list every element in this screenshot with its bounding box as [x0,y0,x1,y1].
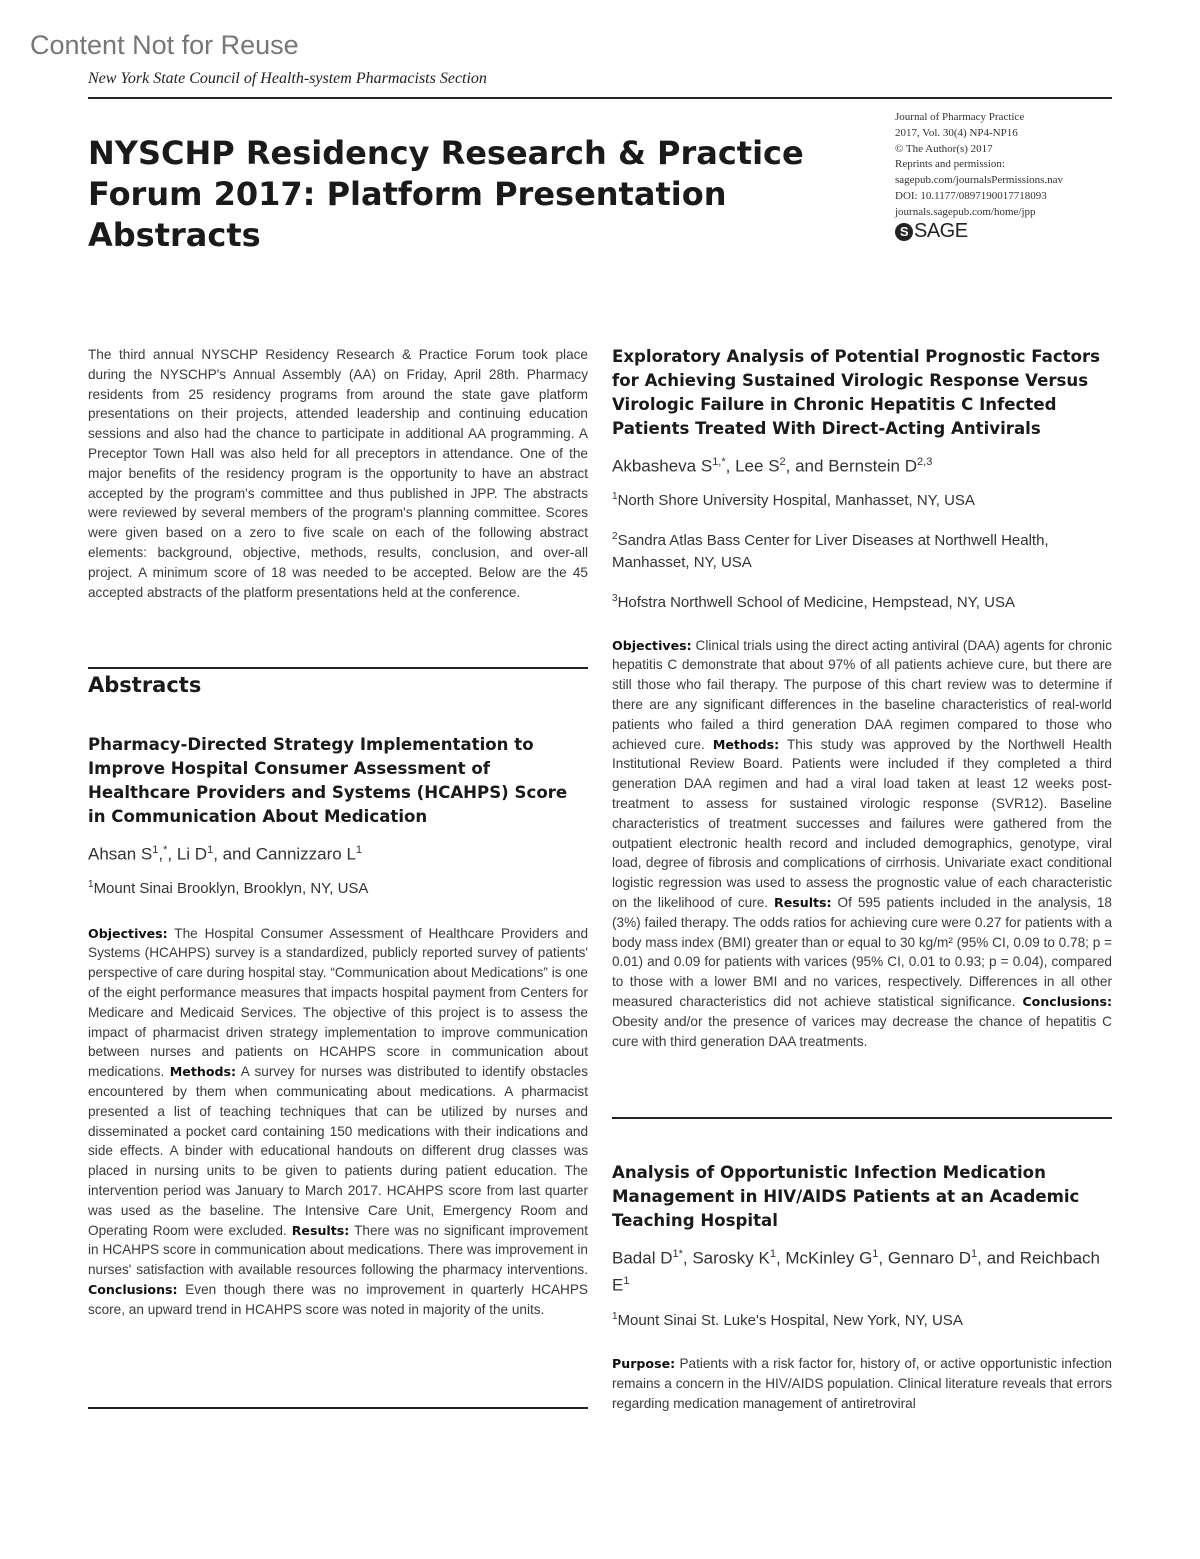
affiliation-number: 1 [88,878,94,890]
affiliation-text: North Shore University Hospital, Manhasset, NY, USA [617,491,975,509]
author-superscript: 1 [152,844,159,856]
author-name: , and Reichbach E [612,1248,1101,1295]
abstract-0 [88,733,588,1320]
author-superscript: 1 [355,844,363,856]
section-text: Obesity and/or the presence of varices may decrease the chance of hepatitis C cure with third generation DAA treatments. [612,1013,1112,1049]
abstract-body [88,924,588,1320]
affiliation [612,588,1112,614]
copyright: © The Author(s) 2017 [895,142,993,155]
affiliation-number: 1 [612,1311,618,1323]
affiliation-text: Sandra Atlas Bass Center for Liver Diseases at Northwell Health, Manhasset, NY, USA [612,531,1049,571]
section-text: Even though there was no improvement in quarterly HCAHPS score, an upward trend in HCAHPS score was noted in majority of the units. [88,1282,588,1317]
intro-paragraph: The third annual NYSCHP Residency Research & Practice Forum took place during the NYSCHP's Annual Assembly (AA) on Friday, April 28th. Pharmacy residents from 25 residency programs from around the state gave platform presentations on their projects, attended leadership and continuing education sessions and also had the chance to participate in additional AA programming. A Preceptor Town Hall was also held for all preceptors in attendance. One of the major benefits of the residency program is the opportunity to have an abstract accepted by the program's committee and thus published in JPP. The abstracts were reviewed by several members of the program's planning committee. Scores were given based on a zero to five scale on each of the following abstract elements: background, objective, methods, results, conclusion, and over-all project. A minimum score of 18 was needed to be accepted. Below are the 45 accepted abstracts of the platform presentations held at the conference. [88,347,588,600]
section-label-conclusions: Conclusions: [1022,994,1112,1009]
author-superscript: 1,* [712,456,726,468]
author-name: , and Cannizzaro L [213,844,356,864]
section-label-methods: Methods: [712,736,780,752]
author-superscript: 2 [779,456,786,468]
affiliation-list [88,874,588,900]
affiliation-text: Mount Sinai St. Luke's Hospital, New York, NY, USA [617,1312,963,1330]
section-text: This study was approved by the Northwell Health Institutional Review Board. Patients were included if they completed a third generation DAA regimen and had a viral load taken at least 12 weeks post-treatment to assess for sustained virologic response (SVR12). Baseline characteristics of treatment successes and failures were gathered from the outpatient electronic health record and included demographics, genotype, viral load, degree of fibrosis and complications of cirrhosis. Univariate exact conditional logistic regression was used to assess the prognostic value of each characteristic on the likelihood of cure. [612,736,1112,911]
affiliation-number: 3 [612,592,618,604]
section-text: Clinical trials using the direct acting antiviral (DAA) agents for chronic hepatitis C demonstrate that about 97% of all patients achieve cure, but there are still those who fail therapy. The purpose of this chart review was to determine if there are any significant differences in the baseline characteristics of real-world patients who failed a third generation DAA regimen compared to those who achieved cure. [612,637,1112,752]
author-name: , McKinley G [775,1248,873,1268]
affiliation-number: 2 [612,530,618,542]
author-list [612,451,1112,478]
author-superscript: * [163,844,168,856]
journal-volume: 2017, Vol. 30(4) NP4-NP16 [895,126,1018,139]
affiliation-number: 1 [612,490,618,502]
sage-s-icon: S [895,223,913,241]
abstract-title: Exploratory Analysis of Potential Prognostic Factors for Achieving Sustained Virologic Response Versus Virologic Failure in Chronic Hepatitis C Infected Patients Treated With Direct-Acting Antivirals [612,347,1101,438]
author-name: , Li D [167,844,208,864]
section-text: Patients with a risk factor for, history of, or active opportunistic infection remains a concern in the HIV/AIDS population. Clinical literature reveals that errors regarding medication management of antiretroviral [612,1356,1112,1411]
author-name: , Gennaro D [878,1248,972,1268]
affiliation [88,874,588,900]
author-name: , Lee S [725,456,780,476]
abstract-title: Pharmacy-Directed Strategy Implementation to Improve Hospital Consumer Assessment of Healthcare Providers and Systems (HCAHPS) Score in Communication About Medication [88,735,568,826]
reprints-label: Reprints and permission: [895,158,1005,171]
author-name: Akbasheva S [612,456,713,476]
sage-logo-text: SAGE [914,219,968,242]
abstract-0-end-rule [88,1407,588,1409]
author-superscript: 1 [971,1248,978,1260]
abstract-body [612,1354,1112,1413]
affiliation-list [612,1306,1112,1332]
header-rule [88,97,1112,99]
affiliation-text: Mount Sinai Brooklyn, Brooklyn, NY, USA [93,879,369,897]
section-label-objectives: Objectives: [612,637,692,653]
abstract-1 [612,345,1112,1051]
author-superscript: 2,3 [917,456,933,468]
abstracts-heading: Abstracts [88,673,202,697]
journal-home-link[interactable]: journals.sagepub.com/home/jpp [895,205,1036,218]
section-label-objectives: Objectives: [88,925,168,941]
author-name: , and Bernstein D [785,456,918,476]
author-list [612,1243,1112,1296]
section-label-purpose: Purpose: [612,1356,676,1372]
abstracts-rule [88,667,588,669]
section-text: There was no significant improvement in HCAHPS score in communication about medications. There was improvement in nurses' satisfaction with available resources following the pharmacy interventions. [88,1222,588,1278]
sage-logo [895,219,1063,242]
abstract-1-end-rule [612,1117,1112,1119]
section-label-results: Results: [291,1222,350,1238]
page-title: NYSCHP Residency Research & Practice Forum 2017: Platform Presentation Abstracts [88,134,804,254]
affiliation-text: Hofstra Northwell School of Medicine, Hempstead, NY, USA [617,593,1015,611]
permissions-link[interactable]: sagepub.com/journalsPermissions.nav [895,174,1064,187]
journal-name: Journal of Pharmacy Practice [895,111,1025,123]
section-text: The Hospital Consumer Assessment of Healthcare Providers and Systems (HCAHPS) survey is a standardized, publicly reported survey of patients' perspective of care during hospital stay. “Communication about Medications” is one of the eight performance measures that impacts hospital payment from Centers for Medicare and Medicaid Services. The objective of this project is to assess the impact of pharmacist driven strategy implementation to improve communication between nurses and patients on HCAHPS score in communication about medications. [88,925,589,1080]
affiliation [612,486,1112,512]
author-superscript: 1 [872,1248,879,1260]
abstract-body [612,636,1112,1052]
author-name: Badal D [612,1248,673,1268]
section-label-results: Results: [774,895,832,911]
author-name: Ahsan S [88,844,153,864]
section-text: A survey for nurses was distributed to identify obstacles encountered by them when communicating about medications. A pharmacist presented a list of teaching techniques that can be utilized by nurses and disseminated a pocket card containing 150 medications with their indications and side effects. A binder with educational handouts on different drug classes was placed in nursing units to be given to patients during patient education. The intervention period was January to March 2017. HCAHPS score from last quarter was used as the baseline. The Intensive Care Unit, Emergency Room and Operating Room were excluded. [88,1064,589,1238]
doi[interactable]: DOI: 10.1177/0897190017718093 [895,189,1047,202]
affiliation [612,526,1112,574]
affiliation-list [612,486,1112,614]
section-label-methods: Methods: [169,1064,237,1080]
journal-info [895,110,1063,241]
author-superscript: 1 [623,1274,630,1287]
section-header: New York State Council of Health-system Pharmacists Section [88,70,487,87]
abstract-title: Analysis of Opportunistic Infection Medication Management in HIV/AIDS Patients at an Academic Teaching Hospital [612,1163,1080,1230]
author-superscript: 1 [769,1248,776,1260]
watermark: Content Not for Reuse [30,30,299,60]
author-superscript: 1* [672,1248,683,1260]
author-superscript: 1 [207,844,214,856]
abstract-2 [612,1161,1112,1414]
affiliation [612,1306,1112,1332]
author-list [88,839,588,866]
author-name: , [158,844,164,864]
section-label-conclusions: Conclusions: [88,1282,178,1297]
section-text: Of 595 patients included in the analysis, 18 (3%) failed therapy. The odds ratios for achieving cure were 0.27 for patients with a body mass index (BMI) greater than or equal to 30 kg/m² (95% CI, 0.09 to 0.78; p = 0.01) and 0.09 for patients with varices (95% CI, 0.01 to 0.93; p = 0.04), compared to those with a lower BMI and no varices, respectively. Differences in all other measured characteristics did not achieve statistical significance. [612,895,1112,1009]
author-name: , Sarosky K [682,1248,770,1268]
